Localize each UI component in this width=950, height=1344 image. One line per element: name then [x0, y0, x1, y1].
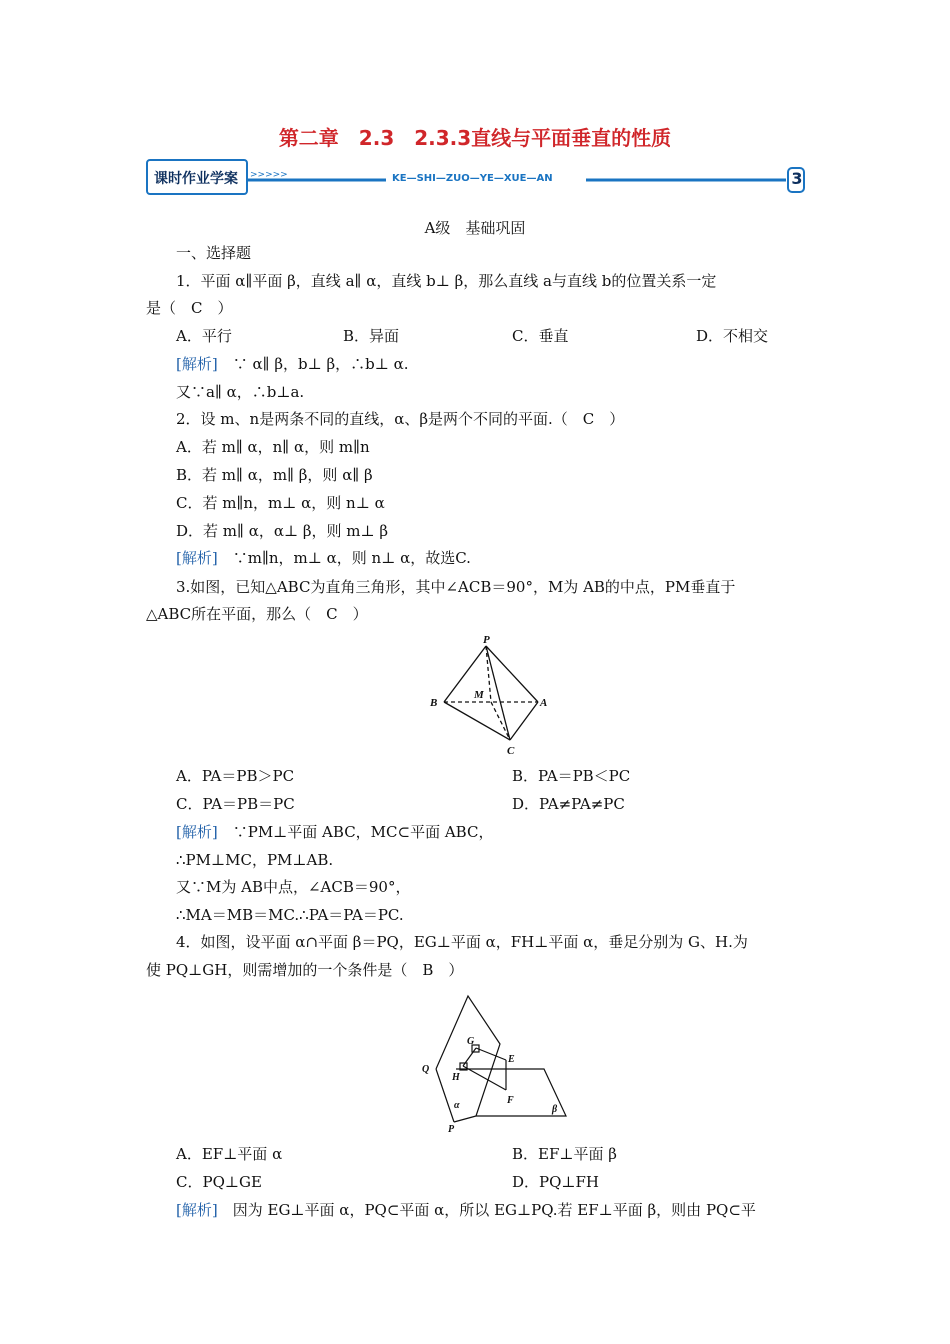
q1-stem-line1: 1．平面 α∥平面 β，直线 a∥ α，直线 b⊥ β，那么直线 a与直线 b的位置关系一定 — [176, 272, 717, 290]
q2-option-a: A．若 m∥ α，n∥ α，则 m∥n — [176, 438, 370, 456]
q4-stem-line2: 使 PQ⊥GH，则需增加的一个条件是（ B ） — [146, 961, 464, 979]
q2-option-b: B．若 m∥ α，m∥ β，则 α∥ β — [176, 466, 373, 484]
q3-stem-line2: △ABC所在平面，那么（ C ） — [146, 605, 368, 623]
section-banner — [146, 158, 806, 198]
analysis-tag: [解析] — [176, 1201, 218, 1219]
level-heading: A级 基础巩固 — [424, 219, 526, 237]
segment-ge — [476, 1048, 506, 1060]
banner-number: 3 — [791, 169, 803, 188]
q1-option-a: A．平行 — [176, 327, 232, 345]
label-p: P — [483, 634, 490, 646]
q1-option-b: B．异面 — [343, 327, 400, 345]
label-q: Q — [422, 1064, 430, 1075]
q3-stem-line1: 3.如图，已知△ABC为直角三角形，其中∠ACB＝90°，M为 AB的中点，PM垂直于 — [176, 578, 736, 596]
label-h: H — [452, 1072, 460, 1083]
label-f: F — [507, 1095, 514, 1106]
label-b: B — [430, 697, 438, 709]
edge-ac — [510, 702, 538, 740]
q3-solution-line3: 又∵M为 AB中点，∠ACB＝90°， — [176, 878, 411, 896]
q1-option-d: D．不相交 — [696, 327, 769, 345]
q2-option-c: C．若 m∥n，m⊥ α，则 n⊥ α — [176, 494, 385, 512]
q3-solution-line1 — [176, 822, 493, 842]
q4-option-b: B．EF⊥平面 β — [512, 1145, 617, 1163]
q1-stem-line2: 是（ C ） — [146, 299, 233, 317]
plane-beta — [456, 1069, 566, 1116]
q3-option-a: A．PA＝PB＞PC — [176, 767, 295, 785]
q2-option-d: D．若 m∥ α，α⊥ β，则 m⊥ β — [176, 522, 389, 540]
label-m: M — [474, 689, 484, 701]
analysis-tag: [解析] — [176, 355, 218, 373]
analysis-tag: [解析] — [176, 549, 218, 567]
q4-solution-text: 因为 EG⊥平面 α，PQ⊂平面 α，所以 EG⊥PQ.若 EF⊥平面 β，则由 PQ⊂平 — [232, 1201, 756, 1219]
part-heading: 一、选择题 — [176, 244, 252, 262]
q3-option-b: B．PA＝PB＜PC — [512, 767, 631, 785]
analysis-tag: [解析] — [176, 823, 218, 841]
figure-tetrahedron — [426, 632, 556, 760]
banner-arrows: >>>>> — [250, 170, 288, 180]
q4-solution — [176, 1200, 756, 1220]
label-alpha: α — [454, 1100, 460, 1111]
label-a: A — [540, 697, 548, 709]
q3-solution-text: ∵PM⊥平面 ABC，MC⊂平面 ABC， — [232, 823, 494, 841]
q1-option-c: C．垂直 — [512, 327, 569, 345]
q4-option-c: C．PQ⊥GE — [176, 1173, 262, 1191]
page-title: 第二章 2.3 2.3.3直线与平面垂直的性质 — [278, 126, 672, 150]
q3-option-d: D．PA≠PA≠PC — [512, 795, 625, 813]
banner-pinyin: KE—SHI—ZUO—YE—XUE—AN — [392, 173, 553, 184]
q3-solution-line4: ∴MA＝MB＝MC.∴PA＝PA＝PC. — [176, 906, 404, 924]
q4-option-d: D．PQ⊥FH — [512, 1173, 600, 1191]
q2-solution — [176, 548, 471, 568]
label-beta: β — [552, 1104, 558, 1115]
q3-option-c: C．PA＝PB＝PC — [176, 795, 295, 813]
q2-stem: 2．设 m、n是两条不同的直线，α、β是两个不同的平面.（ C ） — [176, 410, 625, 428]
label-c: C — [507, 745, 515, 757]
label-e: E — [508, 1054, 515, 1065]
label-g: G — [467, 1036, 475, 1047]
label-p: P — [448, 1124, 455, 1132]
q4-stem-line1: 4．如图，设平面 α∩平面 β＝PQ，EG⊥平面 α，FH⊥平面 α，垂足分别为 G、H.为 — [176, 933, 748, 951]
q3-solution-line2: ∴PM⊥MC，PM⊥AB. — [176, 851, 334, 869]
q1-solution-text: ∵ α∥ β，b⊥ β，∴b⊥ α. — [232, 355, 409, 373]
q1-solution-line1 — [176, 354, 409, 374]
figure-planes — [416, 990, 576, 1132]
q4-option-a: A．EF⊥平面 α — [176, 1145, 283, 1163]
banner-label: 课时作业学案 — [154, 171, 238, 187]
q1-solution-line2: 又∵a∥ α，∴b⊥a. — [176, 383, 305, 401]
q2-solution-text: ∵m∥n，m⊥ α，则 n⊥ α，故选C. — [232, 549, 471, 567]
edge-pc — [486, 646, 510, 740]
